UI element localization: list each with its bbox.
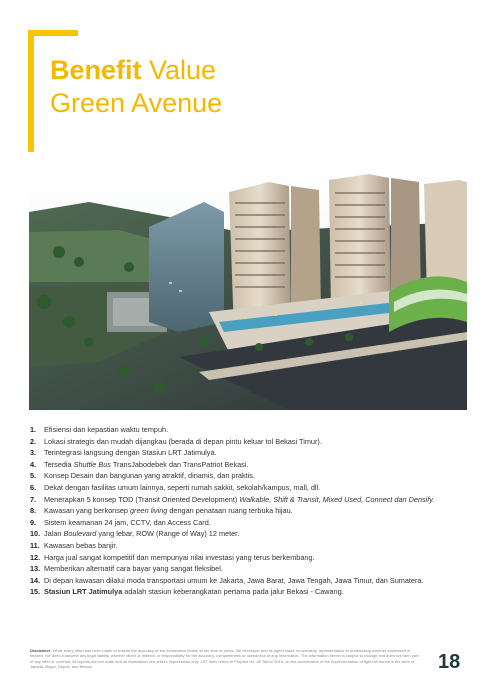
disclaimer — [30, 648, 422, 669]
benefit-text — [44, 540, 470, 552]
benefit-number: 4. — [30, 459, 37, 469]
benefit-number: 8. — [30, 506, 37, 516]
benefit-text-part: Menerapkan 5 konsep TOD (Transit Oriented Development) — [44, 494, 240, 504]
benefit-text-part: adalah stasiun keberangkatan pertama pada jalur Bekasi - Cawang. — [122, 587, 344, 597]
benefit-text — [44, 528, 470, 540]
disclaimer-label: Disclaimer: — [30, 648, 52, 653]
benefit-text — [44, 517, 470, 529]
benefit-number: 1. — [30, 425, 37, 434]
subtitle: Green Avenue — [50, 88, 223, 118]
benefit-text-part: Terintegrasi langsung dengan Stasiun LRT Jatimulya. — [44, 448, 217, 458]
benefit-text — [44, 575, 470, 587]
benefit-number: 14. — [30, 575, 41, 585]
benefit-text-part: Di depan kawasan dilalui moda transportasi umum ke Jakarta, Jawa Barat, Jawa Tengah, Jawa Timur, dan Sumatera. — [44, 575, 424, 585]
benefit-text-part: Kawasan bebas banjir. — [44, 540, 118, 550]
benefit-number: 6. — [30, 482, 37, 492]
benefit-item — [30, 494, 470, 506]
benefit-text-part: Memberikan alternatif cara bayar yang sangat fleksibel. — [44, 564, 223, 574]
disclaimer-text: While every effort has been made to ensure the accuracy of the information herein at the time of press, the developer and its agent make no warranty, representation or undertaking whether expressed or implied, nor does it assume any legal liability, whether direct or indirect, or responsibility for the accuracy, completeness or usefulness of any information. The information herein is subject to change and does not form part of any offer or contract. All layouts are not scale and all illustrations are artist's impressions only. LRT lines refers to Perpres No. 65 Tahun 2016, on the acceleration of the implementation of light rail transit in the area of Jakarta, Bogor, Depok, and Bekasi. — [30, 648, 419, 669]
benefit-text — [44, 482, 470, 494]
benefit-number: 2. — [30, 436, 37, 446]
benefit-number: 12. — [30, 552, 41, 562]
benefit-item — [30, 517, 470, 529]
benefit-number: 9. — [30, 517, 37, 527]
benefit-text-part: Efisiensi dan kepastian waktu tempuh. — [44, 425, 169, 434]
benefit-text-part: Dekat dengan fasilitas umum lainnya, seperti rumah sakkit, sekolah/kampus, mall, dll. — [44, 482, 321, 492]
benefit-text — [44, 552, 470, 564]
benefit-item — [30, 552, 470, 564]
benefit-text-part: Konsep Desain dan bangunan yang atraktif, dinamis, dan praktis. — [44, 471, 255, 481]
benefit-number: 13. — [30, 564, 41, 574]
benefit-text-part: Walkable, Shift & Transit, Mixed Used, Connect dan Densify. — [239, 494, 435, 504]
benefit-item — [30, 563, 470, 575]
benefit-text-part: dengan penataan ruang terbuka hijau. — [167, 506, 293, 516]
title-line — [50, 54, 222, 86]
benefit-text-part: green living — [130, 506, 168, 516]
benefit-item — [30, 459, 470, 471]
benefit-number: 5. — [30, 471, 37, 481]
benefit-item — [30, 470, 470, 482]
benefit-number: 15. — [30, 587, 41, 597]
benefit-item — [30, 447, 470, 459]
benefit-text-part: yang lebar, ROW (Range of Way) 12 meter. — [96, 529, 240, 539]
benefit-item — [30, 575, 470, 587]
title-bold: Benefit — [50, 55, 142, 85]
benefit-text-part: Lokasi strategis dan mudah dijangkau (berada di depan pintu keluar tol Bekasi Timur). — [44, 436, 322, 446]
benefit-item — [30, 586, 470, 598]
benefit-text — [44, 586, 470, 598]
benefit-item — [30, 505, 470, 517]
benefit-number: 10. — [30, 529, 41, 539]
benefit-item — [30, 540, 470, 552]
benefit-text — [44, 505, 470, 517]
yellow-frame-top — [28, 30, 78, 36]
yellow-frame-left — [28, 30, 34, 152]
benefit-item — [30, 528, 470, 540]
benefit-text-part: Stasiun LRT Jatimulya — [44, 587, 123, 597]
benefit-text — [44, 436, 470, 448]
benefit-number: 7. — [30, 494, 37, 504]
benefit-text — [44, 424, 470, 436]
benefit-text-part: TransJabodebek dan TransPatriot Bekasi. — [110, 459, 249, 469]
benefit-text-part: Jalan — [44, 529, 64, 539]
benefit-number: 3. — [30, 448, 37, 458]
benefit-number: 11. — [30, 540, 40, 550]
benefit-text-part: Boulevard — [63, 529, 97, 539]
benefit-item — [30, 482, 470, 494]
benefit-text-part: Shuttle Bus — [73, 459, 111, 469]
benefit-item — [30, 436, 470, 448]
benefit-text — [44, 470, 470, 482]
benefit-text — [44, 494, 470, 506]
aerial-rendering-image — [29, 172, 467, 410]
benefit-text — [44, 563, 470, 575]
title-rest: Value — [141, 55, 217, 85]
benefit-text-part: Sistem keamanan 24 jam, CCTV, dan Access Card. — [44, 517, 211, 527]
page-number: 18 — [438, 651, 461, 673]
benefit-list — [30, 424, 470, 598]
benefit-text — [44, 447, 470, 459]
benefit-text-part: Tersedia — [44, 459, 74, 469]
benefit-text-part: Kawasan yang berkonsep — [44, 506, 130, 516]
benefit-text — [44, 459, 470, 471]
benefit-item — [30, 424, 470, 436]
benefit-text-part: Harga jual sangat kompetitif dan mempunyai nilai investasi yang terus berkembang. — [44, 552, 315, 562]
page-title — [50, 54, 222, 120]
